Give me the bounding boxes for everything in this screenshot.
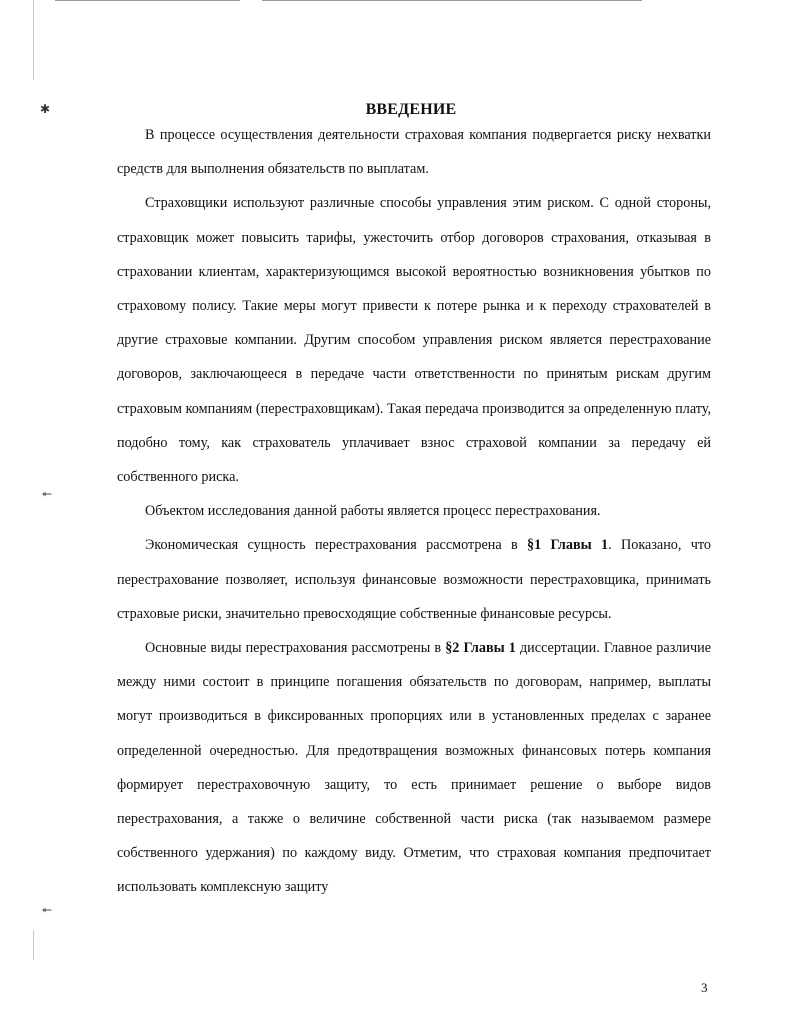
paragraph-3: Объектом исследования данной работы является процесс перестрахования. [145, 503, 601, 520]
chapter-reference: §1 Главы 1 [527, 537, 609, 554]
paragraph-5 [117, 631, 711, 905]
scan-speck-icon: ✱ [40, 102, 51, 116]
paragraph-4-text-start: Экономическая сущность перестрахования рассмотрена в [145, 537, 527, 554]
top-rule-right [262, 0, 642, 1]
paragraph-5-text-end: диссертации. Главное различие между ними состоит в принципе погашения обязательств по договорам, например, выплаты могут производиться в фиксированных пропорциях или в установленных пределах с заранее определенной очередностью. Для предотвращения возможных финансовых потерь компания формирует перестраховочную защиту, то есть принимает решение о выборе видов перестрахования, а также о величине собственной части риска (так называемом размере собственного удержания) по каждому виду. Отметим, что страховая компания предпочитает использовать комплексную защиту [117, 640, 711, 896]
page-number: 3 [701, 980, 708, 995]
top-rule-left [55, 0, 240, 1]
margin-rule-top [33, 0, 34, 80]
paragraph-5-text-start: Основные виды перестрахования рассмотрены в [145, 640, 446, 657]
paragraph-4-text-end: . Показано, что перестрахование позволяет, используя финансовые возможности перестраховщика, принимать страховые риски, значительно превосходящие собственные финансовые ресурсы. [117, 537, 712, 622]
scan-speck-icon: ↞ [42, 903, 53, 917]
document-body [117, 118, 711, 905]
paragraph-2: Страховщики используют различные способы управления этим риском. С одной стороны, страховщик может повысить тарифы, ужесточить отбор договоров страхования, отказывая в страховании клиентам, характеризующимся высокой вероятностью возникновения убытков по страховому полису. Такие меры могут привести к потере рынка и к переходу страхователей в другие страховые компании. Другим способом управления риском является перестрахование договоров, заключающееся в передаче части ответственности по принятым рискам другим страховым компаниям (перестраховщикам). Такая передача производится за определенную плату, подобно тому, как страхователь уплачивает взнос страховой компании за передачу ей собственного риска. [117, 195, 711, 486]
margin-rule-bottom [33, 930, 34, 960]
paragraph-4 [117, 528, 711, 631]
paragraph-1: В процессе осуществления деятельности страховая компания подвергается риску нехватки средств для выполнения обязательств по выплатам. [117, 127, 711, 178]
scan-speck-icon: ↞ [42, 487, 53, 501]
chapter-reference: §2 Главы 1 [445, 640, 516, 657]
page-title: ВВЕДЕНИЕ [365, 100, 457, 118]
